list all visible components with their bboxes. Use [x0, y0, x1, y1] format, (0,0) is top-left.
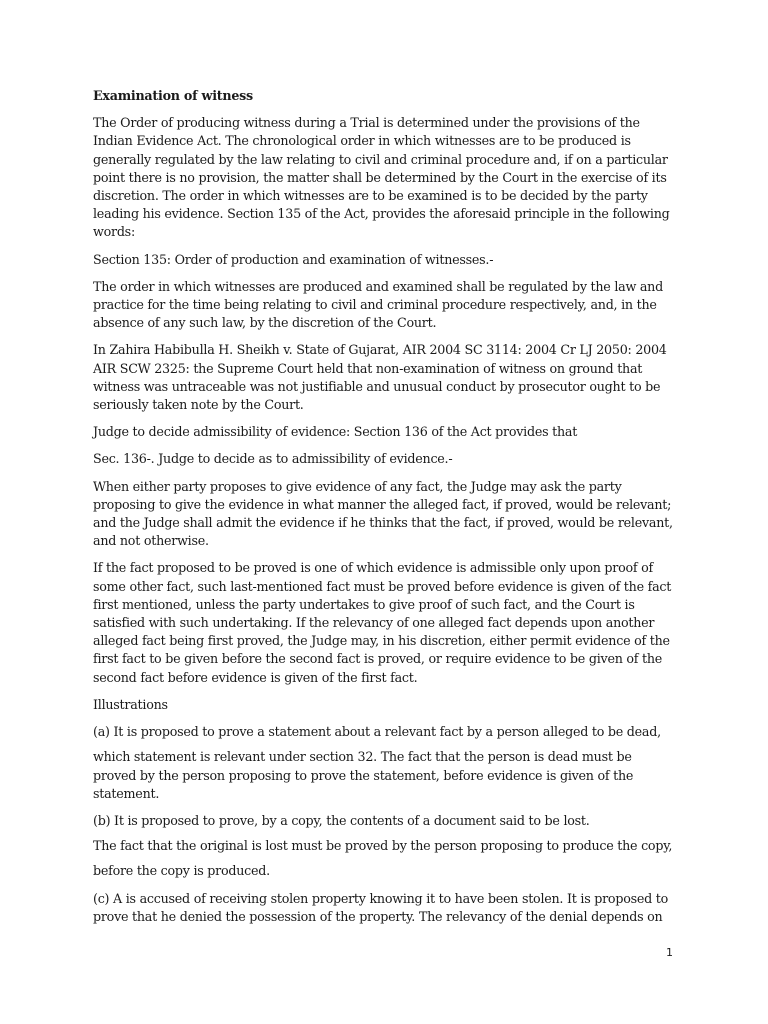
paragraph-intro: The Order of producing witness during a Trial is determined under the provisions of the Indian Evidence Act. The chronological order in which witnesses are to be produced is generally regulated by the law relating to civil and criminal procedure and, if on a particular point there is no provision, the matter shall be determined by the Court in the exercise of its discretion. The order in which witnesses are to be examined is to be decided by the party leading his evidence. Section 135 of the Act, provides the aforesaid principle in the following words: — [93, 115, 670, 240]
paragraph-illustration-b-3: before the copy is produced. — [93, 863, 270, 879]
paragraph-section-136-text-1: When either party proposes to give evidence of any fact, the Judge may ask the party proposing to give the evidence in what manner the alleged fact, if proved, would be relevant; and the Judge shall admit the evidence if he thinks that the fact, if proved, would be relevant, and not otherwise. — [93, 478, 673, 549]
paragraph-illustration-c: (c) A is accused of receiving stolen property knowing it to have been stolen. It is proposed to prove that he denied the possession of the property. The relevancy of the denial depends on — [93, 890, 668, 924]
paragraph-section-136-title: Sec. 136-. Judge to decide as to admissibility of evidence.- — [93, 451, 453, 467]
paragraph-illustration-b-2: The fact that the original is lost must be proved by the person proposing to produce the copy, — [93, 838, 673, 854]
paragraph-section-135-text: The order in which witnesses are produced and examined shall be regulated by the law and practice for the time being relating to civil and criminal procedure respectively, and, in the absence of any such law, by the discretion of the Court. — [93, 278, 663, 331]
paragraph-section-136-intro: Judge to decide admissibility of evidence: Section 136 of the Act provides that — [93, 424, 578, 440]
paragraph-illustration-a-2: which statement is relevant under section 32. The fact that the person is dead must be proved by the person proposing to prove the statement, before evidence is given of the statement. — [93, 749, 634, 801]
paragraph-section-136-text-2: If the fact proposed to be proved is one of which evidence is admissible only upon proof of some other fact, such last-mentioned fact must be proved before evidence is given of the fact first mentioned, unless the party undertakes to give proof of such fact, and the Court is satisfied with such undertaking. If the relevancy of one alleged fact depends upon another alleged fact being first proved, the Judge may, in his discretion, either permit evidence of the first fact to be given before the second fact is proved, or require evidence to be given of the second fact before evidence is given of the first fact. — [93, 560, 672, 685]
paragraph-section-135-title: Section 135: Order of production and examination of witnesses.- — [93, 251, 494, 267]
paragraph-illustrations-heading: Illustrations — [93, 696, 168, 712]
paragraph-case-zahira: In Zahira Habibulla H. Sheikh v. State of Gujarat, AIR 2004 SC 3114: 2004 Cr LJ 2050: 2004 AIR SCW 2325: the Supreme Court held that non-examination of witness on ground that witness was untraceable was not justifiable and unusual conduct by prosecutor ought to be seriously taken note by the Court. — [93, 342, 667, 413]
page-number: 1 — [666, 946, 673, 959]
document-body — [93, 87, 673, 935]
document-heading: Examination of witness — [93, 88, 253, 103]
paragraph-illustration-a-1: (a) It is proposed to prove a statement about a relevant fact by a person alleged to be dead, — [93, 724, 661, 740]
paragraph-illustration-b-1: (b) It is proposed to prove, by a copy, the contents of a document said to be lost. — [93, 812, 590, 828]
